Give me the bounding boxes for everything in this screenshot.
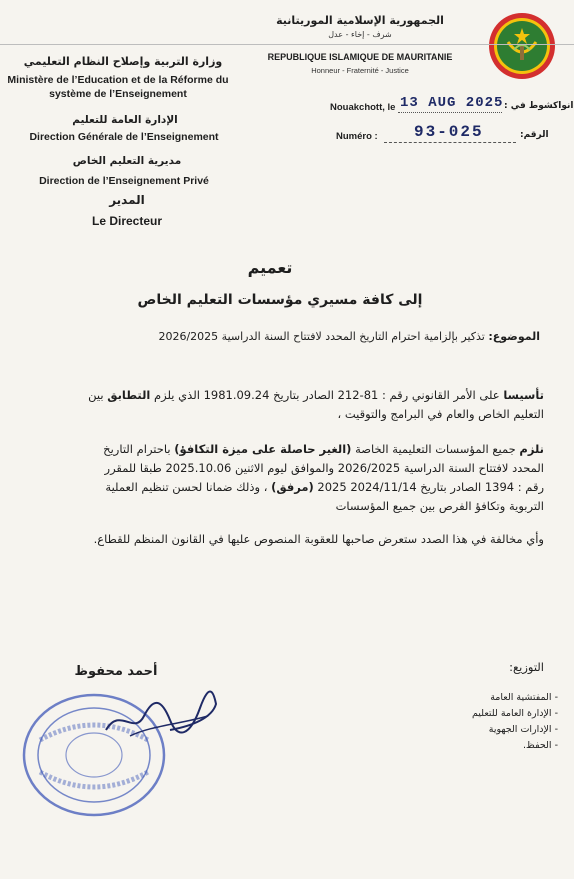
place-label-ar: انواكشوط في : — [504, 101, 574, 111]
subject-label: الموضوع: — [488, 330, 540, 343]
p1-bold: التطابق — [107, 388, 151, 402]
document-title: تعميم — [247, 258, 293, 277]
department-fr: Direction de l’Enseignement Privé — [39, 175, 209, 187]
document-number: 93-025 — [414, 123, 484, 141]
paragraph-2 — [84, 440, 544, 516]
p2-end: ، وذلك ضمانا لحسن تنظيم العملية التربوية وتكافؤ الفرص بين جميع المؤسسات — [105, 480, 544, 513]
p2-text: جميع المؤسسات التعليمية الخاصة — [355, 442, 516, 456]
p1-lead: تأسيسا — [503, 388, 544, 402]
date-stamp: 13 AUG 2025 — [400, 95, 504, 111]
paragraph-3: وأي مخالفة في هذا الصدد ستعرض صاحبها للعقوبة المنصوص عليها في القانون المنظم للقطاع. — [93, 532, 544, 546]
p2-paren: (الغير حاصلة على ميزة التكافؤ) — [174, 442, 352, 456]
p2-tail: باحترام التاريخ المحدد لافتتاح السنة الدراسية 2026/2025 والموافق ليوم الاثنين 2025.10.06 طبقا للمقرر رقم : 1394 الصادر بتاريخ 2024/11/14 2025 — [103, 442, 544, 494]
handwritten-signature-icon — [100, 686, 220, 746]
place-label-fr: Nouakchott, le — [330, 102, 396, 113]
number-underline — [384, 142, 516, 143]
distribution-item: - الإدارات الجهوية — [330, 722, 558, 738]
republic-motto-fr: Honneur - Fraternité - Justice — [311, 66, 409, 75]
paragraph-1 — [84, 386, 544, 424]
subject-text: تذكير بإلزامية احترام التاريخ المحدد لافتتاح السنة الدراسية 2026/2025 — [158, 330, 485, 343]
addressee: إلى كافة مسيري مؤسسات التعليم الخاص — [137, 292, 423, 308]
distribution-title: التوزيع: — [509, 660, 544, 674]
distribution-item: - الحفظ. — [330, 738, 558, 754]
ministry-name-fr: Ministère de l’Education et de la Réforme du système de l’Enseignement — [7, 74, 229, 100]
number-label-fr: Numéro : — [336, 131, 378, 142]
distribution-item: - المفتشية العامة — [330, 690, 558, 706]
header-divider — [0, 44, 574, 45]
distribution-item: - الإدارة العامة للتعليم — [330, 706, 558, 722]
general-directorate-fr: Direction Générale de l’Enseignement — [29, 131, 219, 143]
p2-bold: (مرفق) — [271, 480, 314, 494]
subject-line — [60, 330, 540, 343]
republic-motto-ar: شرف - إخاء - عدل — [328, 30, 392, 39]
general-directorate-ar: الإدارة العامة للتعليم — [72, 114, 178, 126]
p1-tail: بين التعليم الخاص والعام في البرامج والتوقيت ، — [88, 388, 544, 421]
department-ar: مديرية التعليم الخاص — [72, 155, 182, 167]
republic-name-fr: REPUBLIQUE ISLAMIQUE DE MAURITANIE — [267, 52, 453, 62]
director-title-ar: المدير — [109, 193, 145, 207]
director-title-fr: Le Directeur — [91, 214, 163, 228]
distribution-list — [330, 690, 558, 754]
p1-text: على الأمر القانوني رقم : 81-212 الصادر بتاريخ 1981.09.24 الذي يلزم — [154, 388, 500, 402]
ministry-name-ar: وزارة التربية وإصلاح النظام التعليمي — [23, 55, 223, 68]
number-label-ar: الرقم: — [520, 130, 549, 140]
date-underline — [398, 112, 502, 113]
republic-name-ar: الجمهورية الإسلامية الموريتانية — [276, 14, 444, 27]
p2-lead: نلزم — [519, 442, 544, 456]
mauritania-emblem-icon — [488, 12, 556, 80]
signer-name: أحمد محفوظ — [74, 664, 158, 679]
